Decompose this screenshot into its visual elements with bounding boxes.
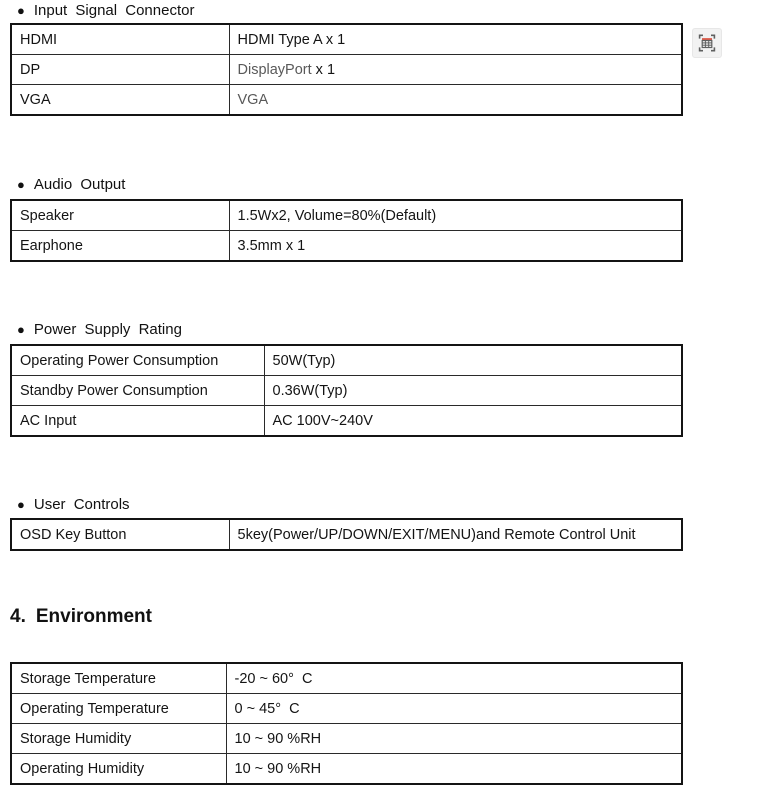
row-value bbox=[226, 694, 682, 724]
row-value-muted-text: VGA bbox=[237, 91, 269, 108]
row-value bbox=[229, 200, 682, 231]
row-label-text: Earphone bbox=[20, 237, 83, 254]
row-value-text: AC 100V~240V bbox=[272, 412, 373, 429]
row-value bbox=[229, 519, 682, 550]
row-value-text: 50W(Typ) bbox=[272, 352, 336, 369]
row-label bbox=[11, 663, 226, 694]
section-title: User Controls bbox=[33, 496, 130, 513]
bullet-icon: ● bbox=[17, 497, 25, 512]
row-label bbox=[11, 231, 229, 262]
row-label-text: VGA bbox=[20, 91, 51, 108]
table-selection-icon bbox=[697, 33, 717, 53]
row-value bbox=[264, 345, 682, 376]
table-row bbox=[11, 694, 682, 724]
section-title: Audio Output bbox=[33, 176, 126, 193]
row-label-text: Speaker bbox=[20, 207, 75, 224]
row-value bbox=[229, 85, 682, 116]
power-supply-table bbox=[10, 344, 683, 437]
row-value-text: x 1 bbox=[311, 61, 336, 78]
environment-heading-title: Environment bbox=[35, 606, 152, 627]
row-label-text: Standby Power Consumption bbox=[20, 382, 208, 399]
row-label bbox=[11, 724, 226, 754]
row-label bbox=[11, 376, 264, 406]
table-row bbox=[11, 376, 682, 406]
environment-heading-number: 4. bbox=[10, 606, 26, 627]
row-label-text: OSD Key Button bbox=[20, 526, 127, 543]
row-label-text: DP bbox=[20, 61, 41, 78]
table-row bbox=[11, 345, 682, 376]
row-label-text: Storage Temperature bbox=[20, 670, 156, 687]
table-row bbox=[11, 85, 682, 116]
row-value bbox=[229, 55, 682, 85]
row-value-text: 1.5Wx2, Volume=80%(Default) bbox=[237, 207, 437, 224]
table-row bbox=[11, 754, 682, 785]
section-heading-input-signal bbox=[17, 2, 194, 19]
row-label-text: Operating Temperature bbox=[20, 700, 169, 717]
row-label bbox=[11, 406, 264, 437]
table-row bbox=[11, 24, 682, 55]
table-capture-button[interactable] bbox=[692, 28, 722, 58]
row-label-text: AC Input bbox=[20, 412, 77, 429]
table-row bbox=[11, 231, 682, 262]
section-title: Power Supply Rating bbox=[33, 321, 182, 338]
table-row bbox=[11, 55, 682, 85]
row-value-text: 0 ~ 45° C bbox=[234, 700, 300, 717]
user-controls-table bbox=[10, 518, 683, 551]
row-label bbox=[11, 519, 229, 550]
row-label-text: Operating Power Consumption bbox=[20, 352, 219, 369]
table-row bbox=[11, 724, 682, 754]
row-label bbox=[11, 754, 226, 785]
section-heading-audio-output bbox=[17, 176, 125, 193]
row-label-text: Storage Humidity bbox=[20, 730, 132, 747]
bullet-icon: ● bbox=[17, 3, 25, 18]
row-label bbox=[11, 24, 229, 55]
row-value bbox=[264, 406, 682, 437]
row-label bbox=[11, 200, 229, 231]
table-row bbox=[11, 519, 682, 550]
row-value bbox=[229, 24, 682, 55]
row-label bbox=[11, 85, 229, 116]
row-label bbox=[11, 694, 226, 724]
row-label-text: Operating Humidity bbox=[20, 760, 145, 777]
table-row bbox=[11, 200, 682, 231]
row-value-text: 10 ~ 90 %RH bbox=[234, 730, 322, 747]
table-row bbox=[11, 663, 682, 694]
row-value-text: 5key(Power/UP/DOWN/EXIT/MENU)and Remote Control Unit bbox=[237, 526, 636, 543]
environment-table bbox=[10, 662, 683, 785]
input-signal-table bbox=[10, 23, 683, 116]
table-row bbox=[11, 406, 682, 437]
row-value-text: HDMI Type A x 1 bbox=[237, 31, 346, 48]
row-label bbox=[11, 345, 264, 376]
row-value bbox=[264, 376, 682, 406]
bullet-icon: ● bbox=[17, 322, 25, 337]
section-title: Input Signal Connector bbox=[33, 2, 195, 19]
row-value bbox=[226, 663, 682, 694]
section-heading-power-supply bbox=[17, 321, 182, 338]
environment-heading bbox=[10, 606, 152, 628]
row-value bbox=[226, 754, 682, 785]
audio-output-table bbox=[10, 199, 683, 262]
row-value-text: 3.5mm x 1 bbox=[237, 237, 306, 254]
section-heading-user-controls bbox=[17, 496, 130, 513]
row-label-text: HDMI bbox=[20, 31, 58, 48]
row-value-text: 0.36W(Typ) bbox=[272, 382, 348, 399]
row-value bbox=[229, 231, 682, 262]
row-value-muted-text: DisplayPort bbox=[237, 61, 312, 78]
row-value bbox=[226, 724, 682, 754]
bullet-icon: ● bbox=[17, 177, 25, 192]
row-value-text: -20 ~ 60° C bbox=[234, 670, 313, 687]
row-value-text: 10 ~ 90 %RH bbox=[234, 760, 322, 777]
row-label bbox=[11, 55, 229, 85]
